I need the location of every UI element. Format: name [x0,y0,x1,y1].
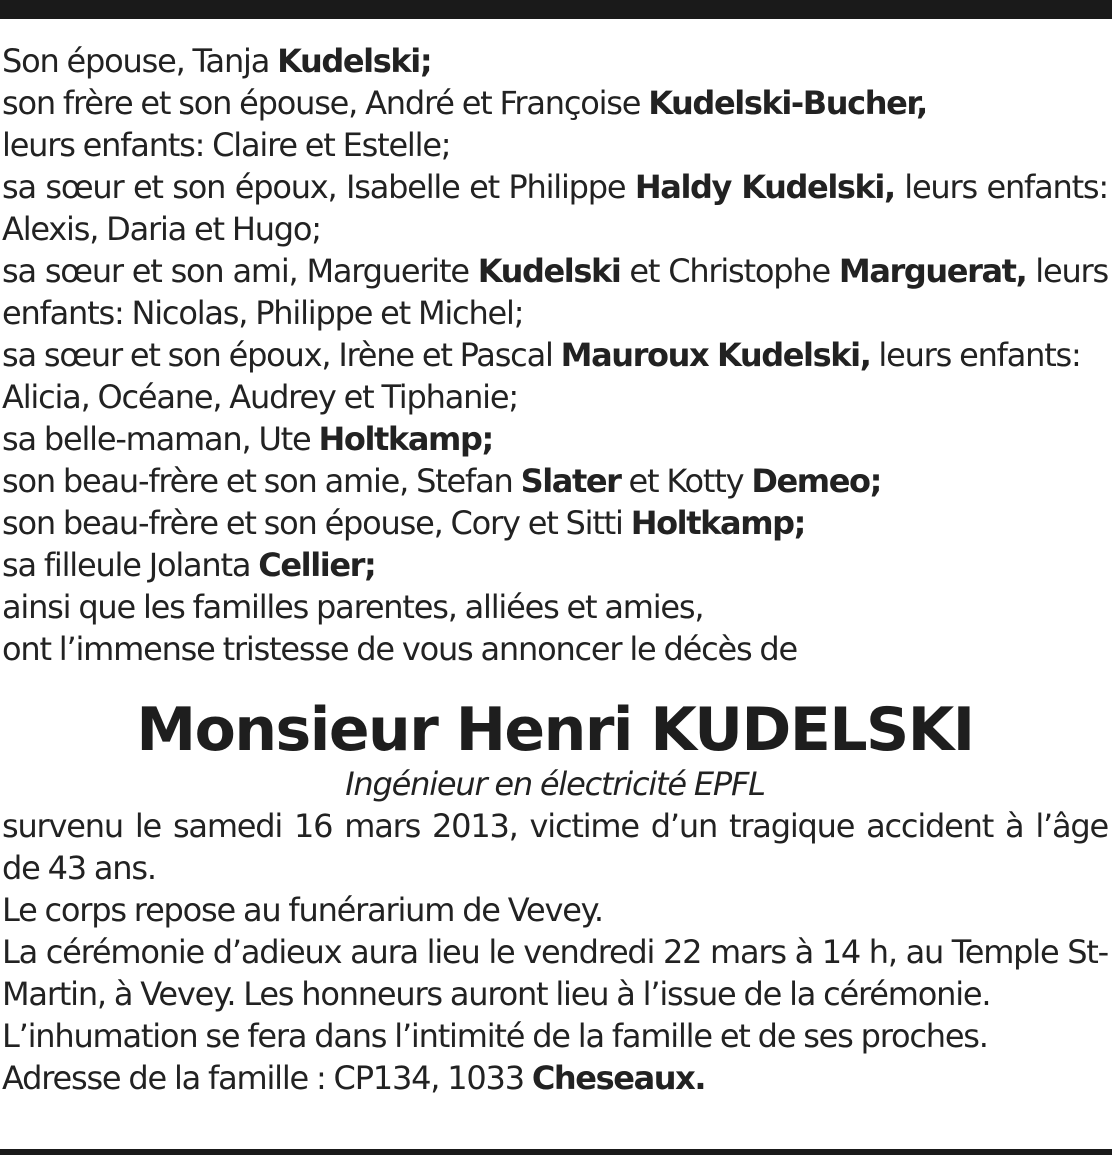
family-surname: Haldy Kudelski, [634,168,895,206]
family-line: ainsi que les familles parentes, alliées et amies, [2,588,704,626]
family-line: leurs enfants: Claire et Estelle; [2,126,451,164]
family-surname: Demeo; [751,462,882,500]
bottom-rule [0,1149,1112,1155]
family-surname: Holtkamp; [318,420,493,458]
body-location: Le corps repose au funérarium de Vevey. [2,891,603,929]
address-town: Cheseaux. [531,1059,706,1097]
family-line: sa sœur et son époux, Irène et Pascal Mauroux Kudelski, leurs enfants: Alicia, Océane, Audrey et Tiphanie; [2,336,1081,416]
top-rule [0,0,1112,19]
family-address: Adresse de la famille : CP134, 1033 Cheseaux. [2,1059,706,1097]
family-surname: Marguerat, [838,252,1027,290]
family-line: sa sœur et son époux, Isabelle et Philippe Haldy Kudelski, leurs enfants: Alexis, Daria et Hugo; [2,168,1108,248]
family-list [2,40,1108,670]
family-line: Son épouse, Tanja Kudelski; [2,42,432,80]
family-surname: Mauroux Kudelski, [560,336,871,374]
family-surname: Holtkamp; [630,504,806,542]
family-surname: Slater [520,462,621,500]
family-surname: Kudelski; [277,42,432,80]
details-block [2,805,1108,1057]
ceremony-details: La cérémonie d’adieux aura lieu le vendredi 22 mars à 14 h, au Temple St-Martin, à Vevey. Les honneurs auront lieu à l’issue de la cérémonie. [2,933,1108,1013]
burial-details: L’inhumation se fera dans l’intimité de la famille et de ses proches. [2,1017,988,1055]
family-surname: Cellier; [258,546,376,584]
family-line: son frère et son épouse, André et Françoise Kudelski-Bucher, [2,84,927,122]
family-line: sa belle-maman, Ute Holtkamp; [2,420,493,458]
family-surname: Kudelski [477,252,621,290]
obituary-notice [2,40,1108,1099]
family-line: son beau-frère et son amie, Stefan Slater et Kotty Demeo; [2,462,882,500]
family-surname: Kudelski-Bucher, [648,84,927,122]
family-line: son beau-frère et son épouse, Cory et Sitti Holtkamp; [2,504,806,542]
family-line: ont l’immense tristesse de vous annoncer le décès de [2,630,798,668]
deceased-title: Ingénieur en électricité EPFL [345,765,765,803]
death-details: survenu le samedi 16 mars 2013, victime d’un tragique accident à l’âge de 43 ans. [2,807,1108,887]
family-line: sa filleule Jolanta Cellier; [2,546,376,584]
family-line: sa sœur et son ami, Marguerite Kudelski et Christophe Marguerat, leurs enfants: Nicolas, Philippe et Michel; [2,252,1108,332]
deceased-name: Monsieur Henri KUDELSKI [136,695,974,765]
